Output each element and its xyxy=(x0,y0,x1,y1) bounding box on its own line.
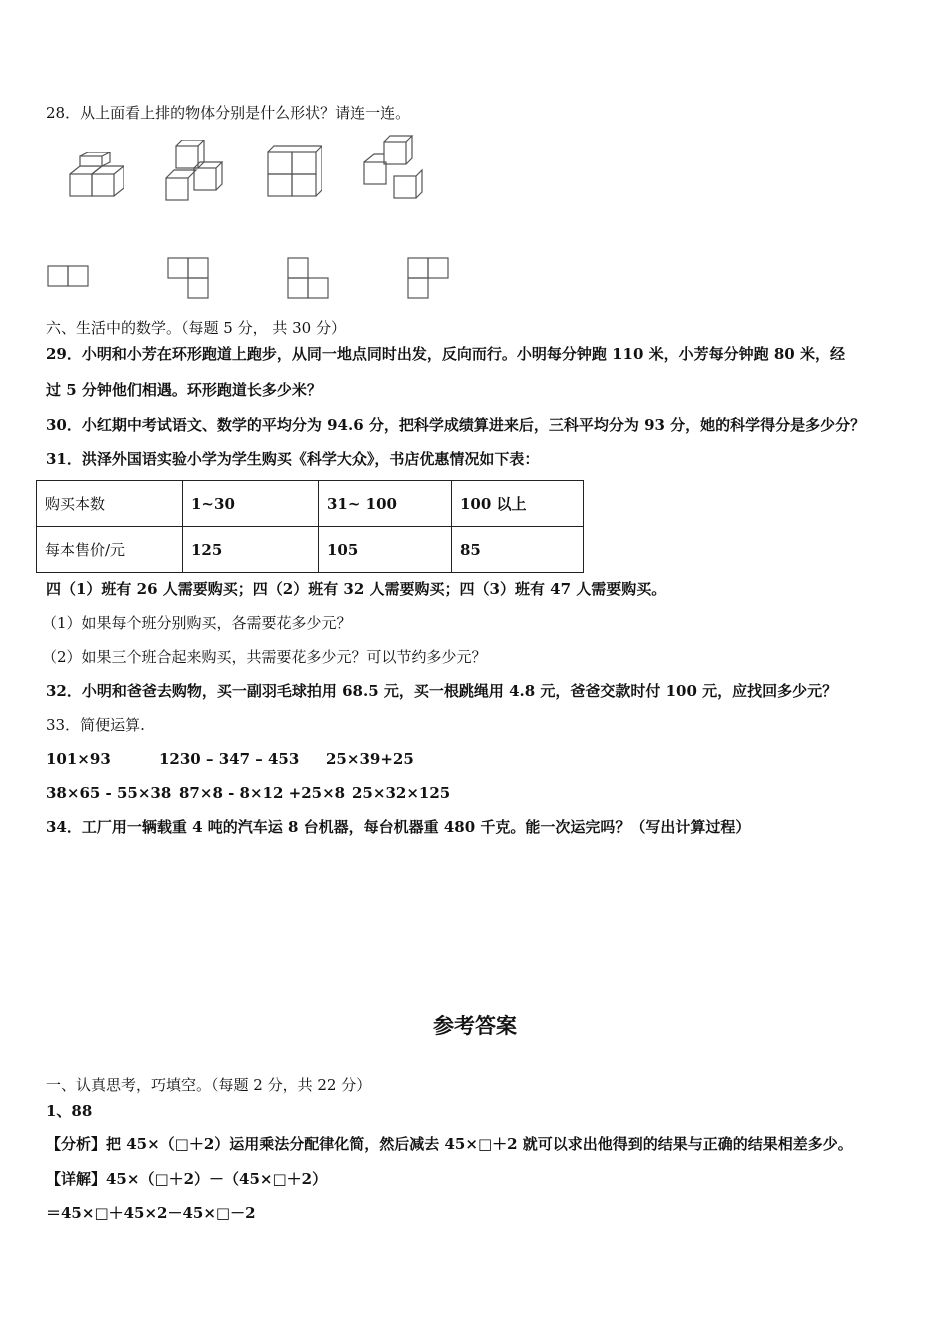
answers-title: 参考答案 xyxy=(433,1013,517,1038)
table-cell: 105 xyxy=(319,527,452,573)
question-28: 28．从上面看上排的物体分别是什么形状？请连一连。 xyxy=(46,104,411,122)
question-32: 32．小明和爸爸去购物，买一副羽毛球拍用 68.5 元，买一根跳绳用 4.8 元，爸爸交款时付 100 元，应找回多少元？ xyxy=(46,682,838,700)
top-view-shape-2 xyxy=(166,256,212,300)
q28-figures xyxy=(46,130,466,310)
calc-expression: 1230 – 347 – 453 xyxy=(159,750,300,768)
question-31-sub1: （1）如果每个班分别购买，各需要花多少元？ xyxy=(42,614,352,632)
answer-1-detail: 【详解】45×（□＋2）－（45×□＋2） xyxy=(46,1170,328,1188)
price-table xyxy=(36,480,584,573)
cube-figure-3 xyxy=(266,144,322,200)
top-view-shape-4 xyxy=(406,256,452,300)
answer-1-analysis: 【分析】把 45×（□＋2）运用乘法分配律化简，然后减去 45×□＋2 就可以求出他得到的结果与正确的结果相差多少。 xyxy=(46,1135,853,1153)
question-34: 34．工厂用一辆载重 4 吨的汽车运 8 台机器，每台机器重 480 千克。能一次运完吗？（写出计算过程） xyxy=(46,818,751,836)
table-row xyxy=(37,481,584,527)
section-6-heading: 六、生活中的数学。（每题 5 分， 共 30 分） xyxy=(46,319,346,337)
question-30: 30．小红期中考试语文、数学的平均分为 94.6 分，把科学成绩算进来后，三科平均分为 93 分，她的科学得分是多少分？ xyxy=(46,416,866,434)
answer-1: 1、88 xyxy=(46,1102,93,1120)
calc-expression: 38×65 - 55×38 xyxy=(46,784,172,802)
top-view-shape-1 xyxy=(46,264,92,288)
question-29-line2: 过 5 分钟他们相遇。环形跑道长多少米？ xyxy=(46,381,322,399)
question-33: 33．简便运算. xyxy=(46,716,145,734)
table-cell: 31~ 100 xyxy=(319,481,452,527)
question-31: 31．洪泽外国语实验小学为学生购买《科学大众》，书店优惠情况如下表： xyxy=(46,450,540,468)
question-29-line1: 29．小明和小芳在环形跑道上跑步，从同一地点同时出发，反向而行。小明每分钟跑 110 米，小芳每分钟跑 80 米，经 xyxy=(46,345,845,363)
table-cell: 100 以上 xyxy=(452,481,584,527)
calc-expression: 25×32×125 xyxy=(352,784,451,802)
question-31-sub2: （2）如果三个班合起来购买，共需要花多少元？可以节约多少元？ xyxy=(42,648,487,666)
top-view-shape-3 xyxy=(286,256,332,300)
table-cell: 125 xyxy=(183,527,319,573)
cube-figure-2 xyxy=(164,140,224,202)
cube-figure-1 xyxy=(68,152,124,200)
table-cell: 购买本数 xyxy=(37,481,183,527)
table-cell: 每本售价/元 xyxy=(37,527,183,573)
table-row xyxy=(37,527,584,573)
cube-figure-4 xyxy=(360,134,424,200)
answers-section-1: 一、认真思考，巧填空。（每题 2 分，共 22 分） xyxy=(46,1076,372,1094)
calc-expression: 101×93 xyxy=(46,750,111,768)
calc-expression: 87×8 - 8×12 +25×8 xyxy=(179,784,346,802)
question-31-info: 四（1）班有 26 人需要购买；四（2）班有 32 人需要购买；四（3）班有 47 人需要购买。 xyxy=(46,580,667,598)
calc-expression: 25×39+25 xyxy=(326,750,414,768)
table-cell: 1~30 xyxy=(183,481,319,527)
answer-1-step1: ＝45×□＋45×2－45×□－2 xyxy=(46,1204,256,1222)
table-cell: 85 xyxy=(452,527,584,573)
